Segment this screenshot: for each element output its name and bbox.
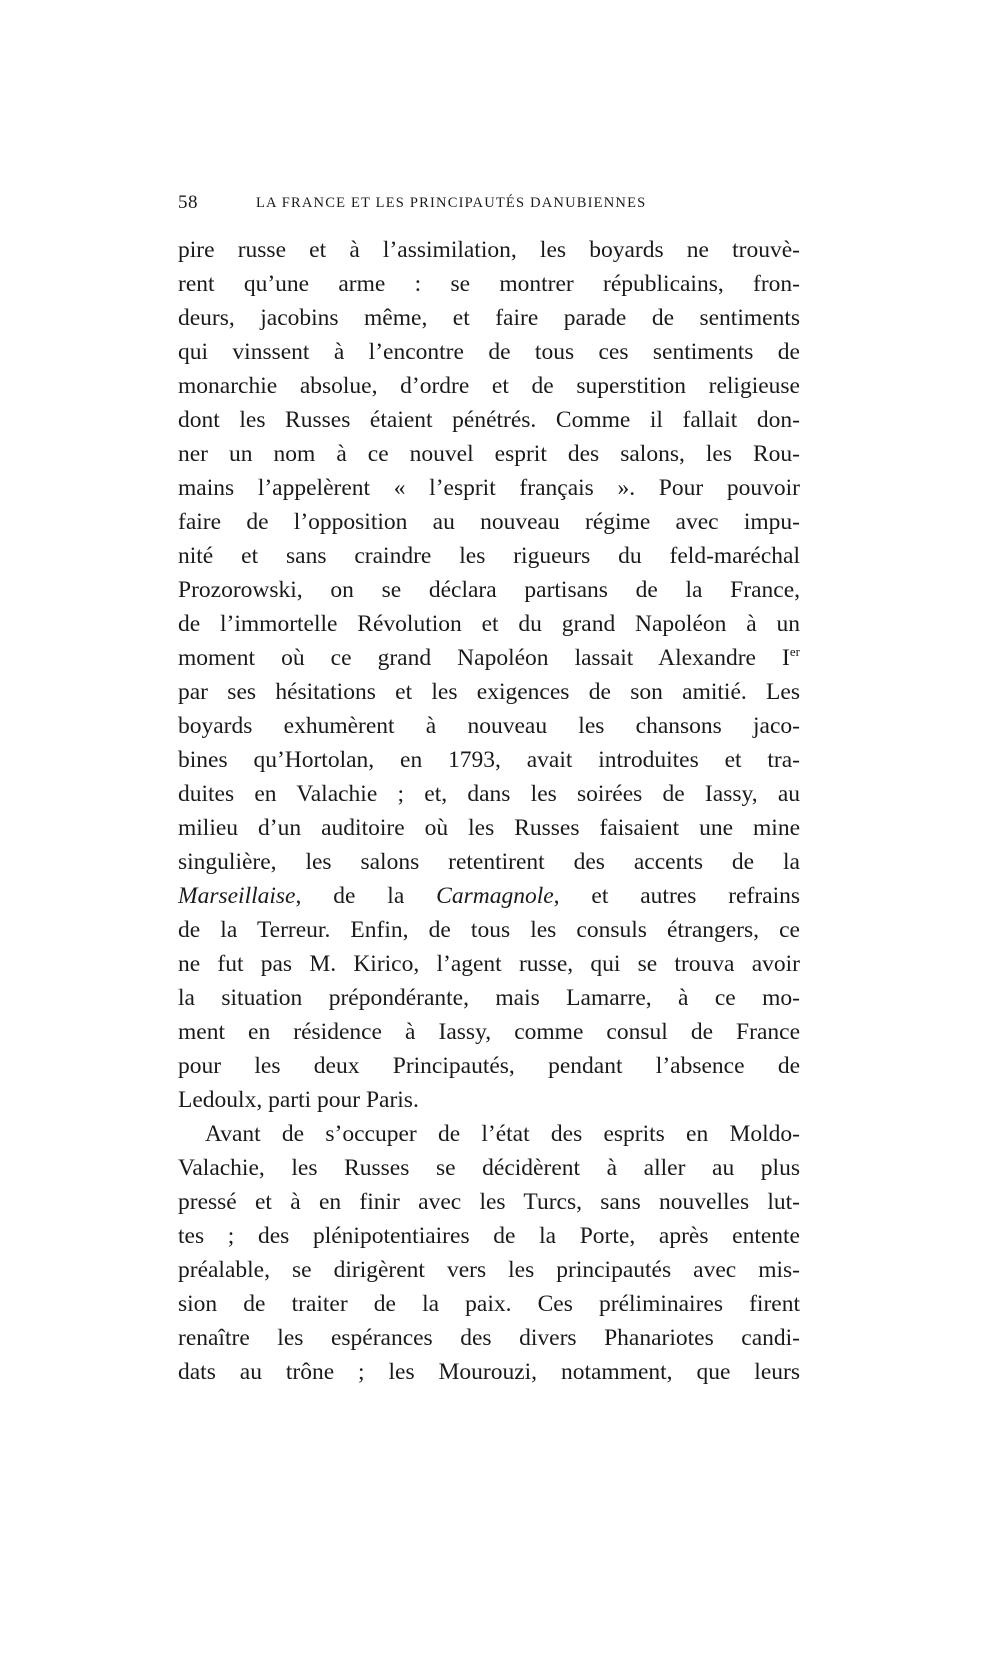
text-line: Ledoulx, parti pour Paris.	[178, 1087, 419, 1113]
text-segment: moment où ce grand Napoléon lassait Alexandre I	[178, 645, 790, 671]
text-line: dont les Russes étaient pénétrés. Comme il fallait don-	[178, 407, 800, 433]
text-line: duites en Valachie ; et, dans les soirées de Iassy, au	[178, 781, 800, 807]
text-line: pire russe et à l’assimilation, les boyards ne trouvè-	[178, 237, 800, 263]
text-line: renaître les espérances des divers Phanariotes candi-	[178, 1325, 800, 1351]
text-line: milieu d’un auditoire où les Russes faisaient une mine	[178, 815, 800, 841]
text-line: rent qu’une arme : se montrer républicains, fron-	[178, 271, 800, 297]
text-line: pour les deux Principautés, pendant l’absence de	[178, 1053, 800, 1079]
text-line: préalable, se dirigèrent vers les principautés avec mis-	[178, 1257, 800, 1283]
text-line: Prozorowski, on se déclara partisans de la France,	[178, 577, 800, 603]
text-line: boyards exhumèrent à nouveau les chansons jaco-	[178, 713, 800, 739]
text-line: deurs, jacobins même, et faire parade de sentiments	[178, 305, 800, 331]
song-title-marseillaise: Marseillaise	[178, 883, 296, 909]
text-segment: , et autres refrains	[553, 883, 800, 909]
body-text	[178, 233, 800, 1389]
text-line	[178, 641, 800, 675]
text-line: mains l’appelèrent « l’esprit français ». Pour pouvoir	[178, 475, 800, 501]
text-line: bines qu’Hortolan, en 1793, avait introduites et tra-	[178, 747, 800, 773]
text-line: de la Terreur. Enfin, de tous les consuls étrangers, ce	[178, 917, 800, 943]
text-line: par ses hésitations et les exigences de son amitié. Les	[178, 679, 800, 705]
text-line: ment en résidence à Iassy, comme consul de France	[178, 1019, 800, 1045]
superscript: er	[789, 644, 800, 659]
text-line: pressé et à en finir avec les Turcs, sans nouvelles lut-	[178, 1189, 800, 1215]
text-line: ne fut pas M. Kirico, l’agent russe, qui se trouva avoir	[178, 951, 800, 977]
running-head: LA FRANCE ET LES PRINCIPAUTÉS DANUBIENNES	[256, 195, 647, 211]
text-line: monarchie absolue, d’ordre et de superstition religieuse	[178, 373, 800, 399]
text-segment: , de la	[295, 883, 437, 909]
song-title-carmagnole: Carmagnole	[436, 883, 554, 909]
text-line: nité et sans craindre les rigueurs du feld-maréchal	[178, 543, 800, 569]
page-number: 58	[178, 192, 198, 213]
text-line: tes ; des plénipotentiaires de la Porte, après entente	[178, 1223, 800, 1249]
text-line: qui vinssent à l’encontre de tous ces sentiments de	[178, 339, 800, 365]
text-line: sion de traiter de la paix. Ces préliminaires firent	[178, 1291, 800, 1317]
text-line: ner un nom à ce nouvel esprit des salons, les Rou-	[178, 441, 800, 467]
text-line: la situation prépondérante, mais Lamarre, à ce mo-	[178, 985, 800, 1011]
text-line: Valachie, les Russes se décidèrent à aller au plus	[178, 1155, 800, 1181]
text-line: dats au trône ; les Mourouzi, notamment, que leurs	[178, 1359, 800, 1385]
page-header	[178, 192, 800, 222]
text-line: singulière, les salons retentirent des accents de la	[178, 849, 800, 875]
text-line: Avant de s’occuper de l’état des esprits en Moldo-	[205, 1121, 800, 1147]
text-line: faire de l’opposition au nouveau régime avec impu-	[178, 509, 800, 535]
text-line: de l’immortelle Révolution et du grand Napoléon à un	[178, 611, 800, 637]
text-line	[178, 879, 800, 913]
